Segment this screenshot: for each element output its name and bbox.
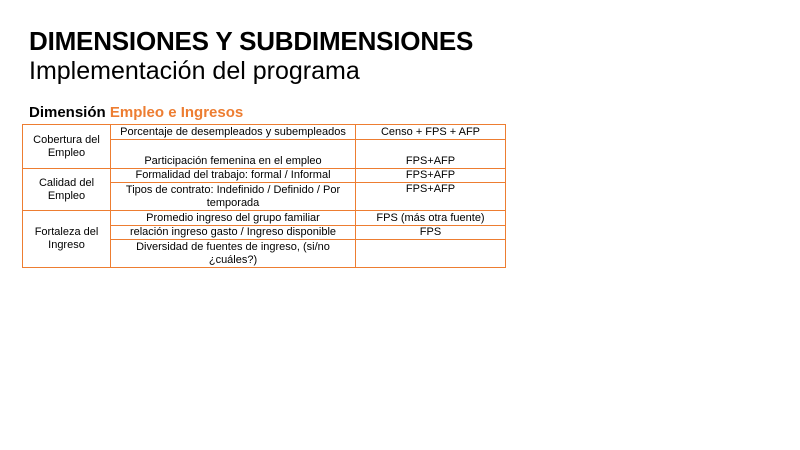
slide-title: DIMENSIONES Y SUBDIMENSIONES <box>29 26 474 56</box>
dimensions-table <box>22 124 506 268</box>
indicator-cell: Promedio ingreso del grupo familiar <box>111 211 356 226</box>
source-cell <box>356 240 506 268</box>
source-cell: FPS+AFP <box>356 183 506 211</box>
table-row <box>23 125 506 140</box>
table-row <box>23 169 506 183</box>
slide-subtitle: Implementación del programa <box>29 57 360 85</box>
indicator-cell: Participación femenina en el empleo <box>111 140 356 169</box>
indicator-cell: Tipos de contrato: Indefinido / Definido / Por temporada <box>111 183 356 211</box>
source-cell: FPS+AFP <box>356 140 506 169</box>
indicator-cell: Formalidad del trabajo: formal / Informal <box>111 169 356 183</box>
indicator-cell: Porcentaje de desempleados y subempleados <box>111 125 356 140</box>
source-cell: FPS+AFP <box>356 169 506 183</box>
subdimension-cell: Cobertura del Empleo <box>23 125 111 169</box>
indicator-cell: relación ingreso gasto / Ingreso disponible <box>111 226 356 240</box>
indicator-cell: Diversidad de fuentes de ingreso, (si/no ¿cuáles?) <box>111 240 356 268</box>
section-heading <box>29 104 243 122</box>
table-row <box>23 211 506 226</box>
source-cell: FPS (más otra fuente) <box>356 211 506 226</box>
source-cell: Censo + FPS + AFP <box>356 125 506 140</box>
subdimension-cell: Calidad del Empleo <box>23 169 111 211</box>
source-cell: FPS <box>356 226 506 240</box>
section-label: Dimensión <box>29 104 106 121</box>
section-name: Empleo e Ingresos <box>109 104 244 121</box>
subdimension-cell: Fortaleza del Ingreso <box>23 211 111 268</box>
